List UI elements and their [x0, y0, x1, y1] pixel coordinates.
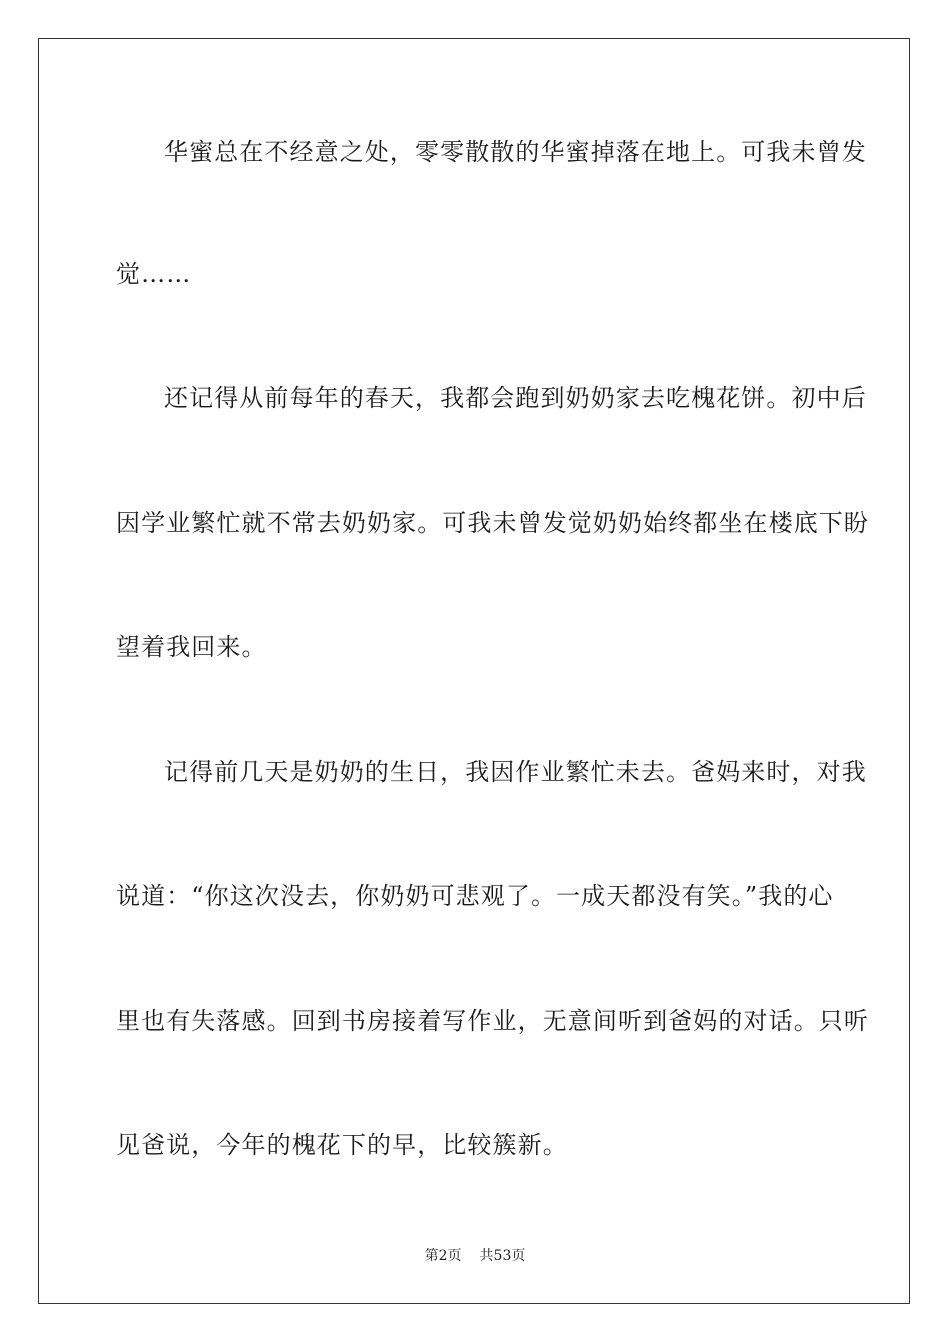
paragraph-2-line-1: 还记得从前每年的春天，我都会跑到奶奶家去吃槐花饼。初中后 [164, 384, 867, 412]
paragraph-3-line-1: 记得前几天是奶奶的生日，我因作业繁忙未去。爸妈来时，对我 [164, 758, 867, 786]
paragraph-2-line-2: 因学业繁忙就不常去奶奶家。可我未曾发觉奶奶始终都坐在楼底下盼 [116, 509, 869, 537]
paragraph-2-line-3: 望着我回来。 [116, 633, 267, 661]
paragraph-1-line-2: 觉…… [116, 260, 192, 288]
paragraph-1-line-1: 华蜜总在不经意之处，零零散散的华蜜掉落在地上。可我未曾发 [164, 138, 867, 166]
page-total: 共53页 [479, 1248, 526, 1264]
page-number: 第2页 [424, 1248, 462, 1264]
page-frame [38, 38, 910, 1304]
page-footer [0, 1247, 950, 1265]
paragraph-3-line-3: 里也有失落感。回到书房接着写作业，无意间听到爸妈的对话。只听 [116, 1007, 869, 1035]
paragraph-3-line-2: 说道：“你这次没去，你奶奶可悲观了。一成天都没有笑。”我的心 [116, 882, 834, 910]
paragraph-3-line-4: 见爸说，今年的槐花下的早，比较簇新。 [116, 1131, 568, 1159]
